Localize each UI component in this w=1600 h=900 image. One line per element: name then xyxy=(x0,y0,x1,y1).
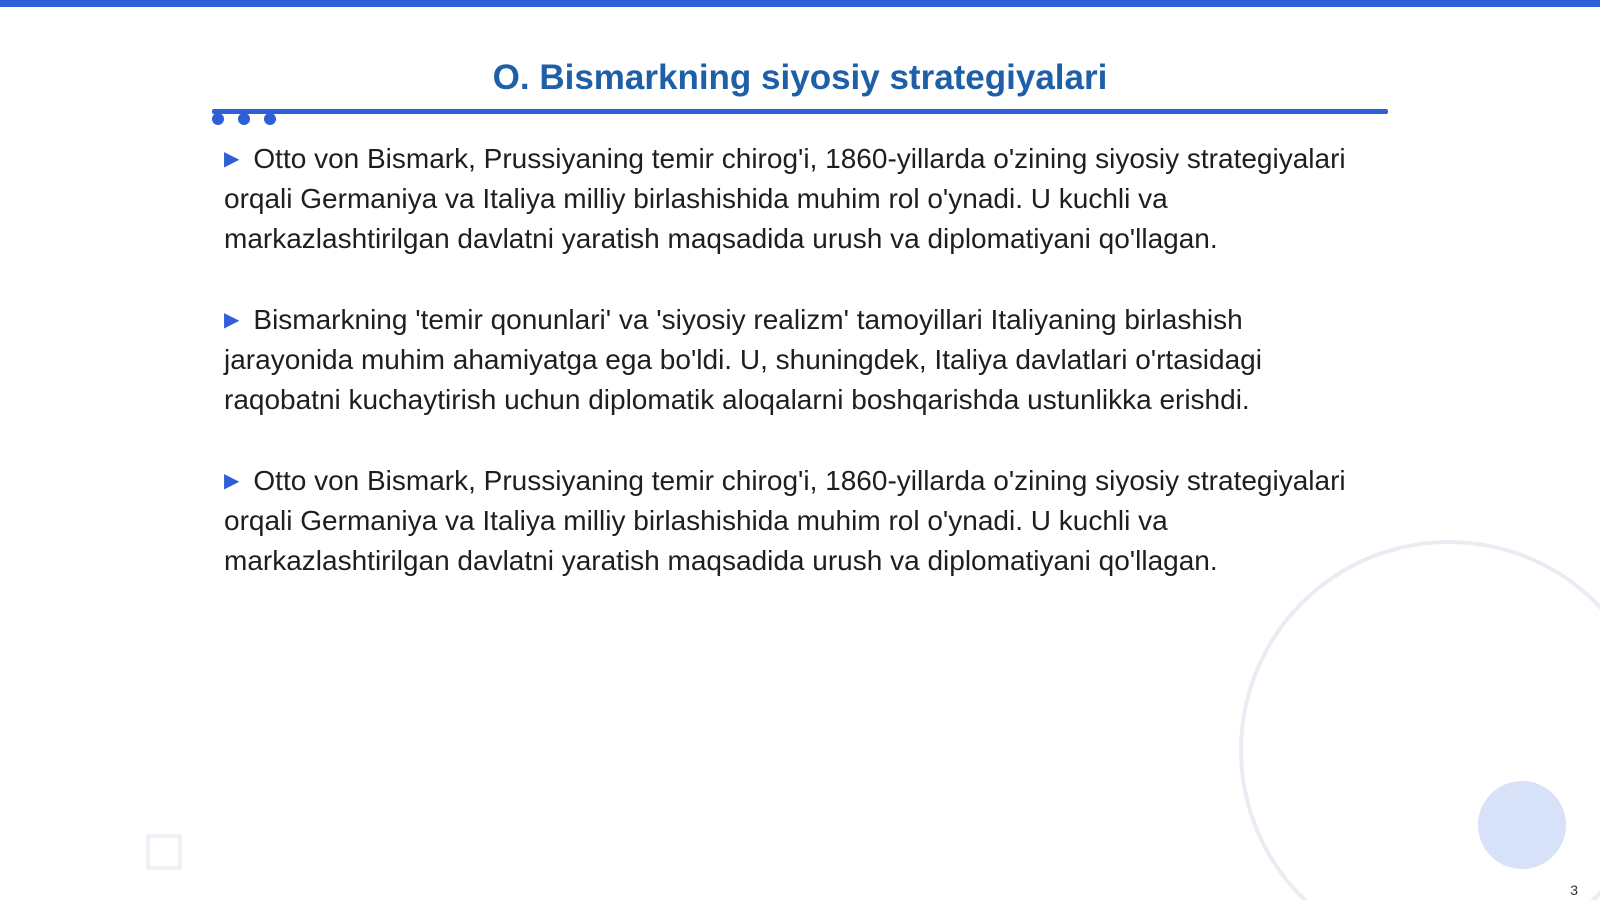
bullet-item-2 xyxy=(224,300,1374,420)
title-underline xyxy=(212,109,1388,114)
slide-title: O. Bismarkning siyosiy strategiyalari xyxy=(492,58,1108,97)
triangle-bullet-icon: ▶ xyxy=(224,470,240,492)
bullet-list xyxy=(224,139,1374,622)
bullet-text: Otto von Bismark, Prussiyaning temir chirog'i, 1860-yillarda o'zining siyosiy strategiyalari orqali Germaniya va Italiya milliy birlashishida muhim rol o'ynadi. U kuchli va markazlashtirilgan davlatni yaratish maqsadida urush va diplomatiyani qo'llagan. xyxy=(224,143,1346,254)
bullet-text: Otto von Bismark, Prussiyaning temir chirog'i, 1860-yillarda o'zining siyosiy strategiyalari orqali Germaniya va Italiya milliy birlashishida muhim rol o'ynadi. U kuchli va markazlashtirilgan davlatni yaratish maqsadida urush va diplomatiyani qo'llagan. xyxy=(224,465,1346,576)
bullet-item-3 xyxy=(224,461,1374,581)
bullet-item-1 xyxy=(224,139,1374,259)
decorative-square xyxy=(146,834,182,870)
decorative-dot-2 xyxy=(238,113,250,125)
top-accent-bar xyxy=(0,0,1600,7)
page-number: 3 xyxy=(1570,882,1578,898)
decorative-dot-1 xyxy=(212,113,224,125)
bullet-text: Bismarkning 'temir qonunlari' va 'siyosiy realizm' tamoyillari Italiyaning birlashish jarayonida muhim ahamiyatga ega bo'ldi. U, shuningdek, Italiya davlatlari o'rtasidagi raqobatni kuchaytirish uchun diplomatik aloqalarni boshqarishda ustunlikka erishdi. xyxy=(224,304,1262,415)
decorative-blob xyxy=(1478,781,1566,869)
triangle-bullet-icon: ▶ xyxy=(224,148,240,170)
decorative-dot-3 xyxy=(264,113,276,125)
triangle-bullet-icon: ▶ xyxy=(224,309,240,331)
